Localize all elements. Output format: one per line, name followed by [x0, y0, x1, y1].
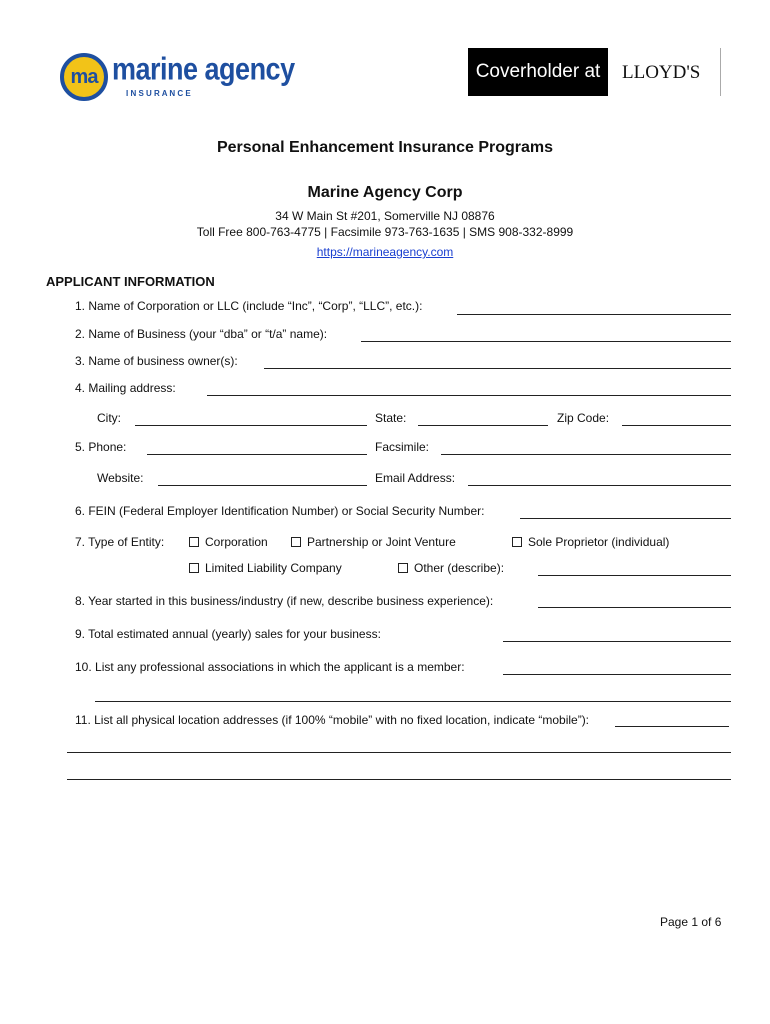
- company-website-link[interactable]: [0, 243, 770, 261]
- q5-label: 5. Phone:: [75, 440, 127, 454]
- other-checkbox[interactable]: [398, 563, 408, 573]
- q3-answer-line[interactable]: [264, 368, 731, 369]
- city-label: City:: [97, 411, 121, 425]
- logo-tagline: I N S U R A N C E: [126, 89, 191, 98]
- q7-label: 7. Type of Entity:: [75, 535, 165, 549]
- q1-answer-line[interactable]: [457, 314, 731, 315]
- corporation-option-label: Corporation: [205, 535, 268, 549]
- q8-label: 8. Year started in this business/industry (if new, describe business experience):: [75, 594, 494, 608]
- other-describe-line[interactable]: [538, 575, 731, 576]
- zip-answer-line[interactable]: [622, 425, 731, 426]
- logo-monogram-badge: [60, 53, 108, 101]
- state-label: State:: [375, 411, 407, 425]
- website-answer-line[interactable]: [158, 485, 367, 486]
- state-answer-line[interactable]: [418, 425, 548, 426]
- page-number: Page 1 of 6: [660, 915, 722, 929]
- llc-option[interactable]: [189, 561, 342, 575]
- company-contacts: Toll Free 800-763-4775 | Facsimile 973-763-1635 | SMS 908-332-8999: [196, 225, 574, 239]
- q9-label: 9. Total estimated annual (yearly) sales for your business:: [75, 627, 381, 641]
- partnership-option[interactable]: [291, 535, 456, 549]
- q11-answer-line-2[interactable]: [67, 752, 731, 753]
- logo-name: marine agency: [112, 52, 295, 87]
- q4-label: 4. Mailing address:: [75, 381, 176, 395]
- company-website-url[interactable]: https://marineagency.com: [316, 245, 454, 259]
- q10-answer-line[interactable]: [503, 674, 731, 675]
- q10-label: 10. List any professional associations in which the applicant is a member:: [75, 660, 465, 674]
- q1-label: 1. Name of Corporation or LLC (include “Inc”, “Corp”, “LLC”, etc.):: [75, 299, 423, 313]
- program-title: Personal Enhancement Insurance Programs: [216, 139, 554, 156]
- coverholder-text: Coverholder at: [475, 61, 601, 82]
- email-label: Email Address:: [375, 471, 456, 485]
- q8-answer-line[interactable]: [538, 607, 731, 608]
- partnership-option-label: Partnership or Joint Venture: [307, 535, 456, 549]
- lloyds-wordmark: LLOYD'S: [622, 62, 701, 83]
- lloyds-divider: [720, 48, 721, 96]
- section-heading: APPLICANT INFORMATION: [46, 274, 215, 289]
- q6-label: 6. FEIN (Federal Employer Identification Number) or Social Security Number:: [75, 504, 485, 518]
- coverholder-badge: [468, 48, 608, 96]
- q3-label: 3. Name of business owner(s):: [75, 354, 238, 368]
- q2-answer-line[interactable]: [361, 341, 731, 342]
- phone-answer-line[interactable]: [147, 454, 367, 455]
- company-address: 34 W Main St #201, Somerville NJ 08876: [275, 209, 495, 223]
- city-answer-line[interactable]: [135, 425, 367, 426]
- q11-answer-line-3[interactable]: [67, 779, 731, 780]
- q9-answer-line[interactable]: [503, 641, 731, 642]
- llc-checkbox[interactable]: [189, 563, 199, 573]
- email-answer-line[interactable]: [468, 485, 731, 486]
- q11-label: 11. List all physical location addresses (if 100% “mobile” with no fixed location, indicate “mobile”):: [75, 713, 590, 727]
- q2-label: 2. Name of Business (your “dba” or “t/a” name):: [75, 327, 328, 341]
- partnership-checkbox[interactable]: [291, 537, 301, 547]
- q11-answer-line[interactable]: [615, 726, 729, 727]
- logo-monogram: ma: [70, 66, 98, 88]
- other-option[interactable]: [398, 561, 504, 575]
- sole-proprietor-checkbox[interactable]: [512, 537, 522, 547]
- corporation-option[interactable]: [189, 535, 268, 549]
- q4-answer-line[interactable]: [207, 395, 731, 396]
- website-label: Website:: [97, 471, 144, 485]
- marine-agency-logo: [60, 50, 295, 106]
- other-option-label: Other (describe):: [414, 561, 505, 575]
- company-name: Marine Agency Corp: [307, 184, 463, 201]
- sole-proprietor-option-label: Sole Proprietor (individual): [528, 535, 670, 549]
- sole-proprietor-option[interactable]: [512, 535, 669, 549]
- q6-answer-line[interactable]: [520, 518, 731, 519]
- llc-option-label: Limited Liability Company: [205, 561, 342, 575]
- fax-answer-line[interactable]: [441, 454, 731, 455]
- q10-answer-line-2[interactable]: [95, 701, 731, 702]
- corporation-checkbox[interactable]: [189, 537, 199, 547]
- fax-label: Facsimile:: [375, 440, 430, 454]
- zip-label: Zip Code:: [557, 411, 610, 425]
